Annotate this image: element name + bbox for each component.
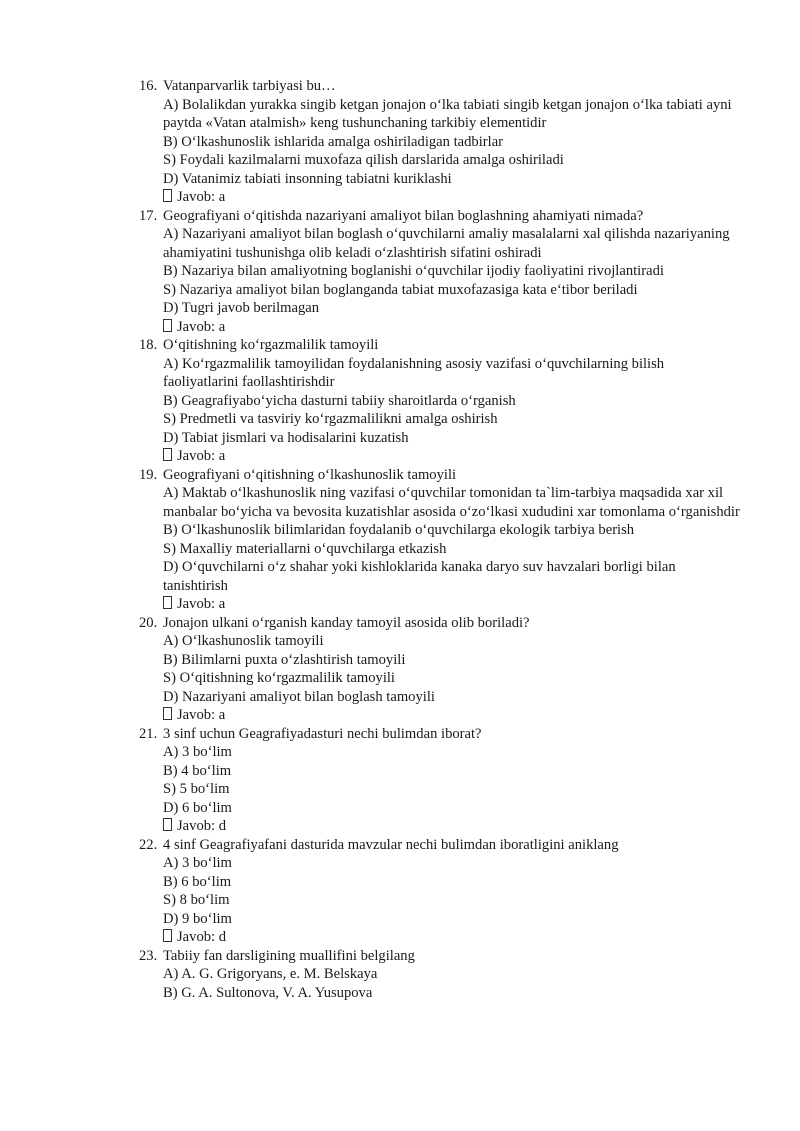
answer-option: D) Tugri javob berilmagan [163, 300, 320, 316]
answer-option: S) 8 bo‘lim [163, 892, 230, 908]
answer-option: D) 9 bo‘lim [163, 910, 232, 927]
answer-options [0, 632, 743, 706]
question-17 [0, 207, 800, 337]
answer-text: Javob: a [177, 318, 226, 335]
answer-option: S) Predmetli va tasviriy ko‘rgazmalilikni amalga oshirish [163, 411, 498, 427]
answer-text: Javob: d [177, 929, 227, 945]
question-header [0, 947, 800, 966]
question-23 [0, 947, 800, 1003]
question-22 [0, 836, 800, 947]
checkbox-glyph-icon [163, 818, 172, 831]
answer-option: D) 6 bo‘lim [163, 799, 232, 816]
answer-text: Javob: a [177, 707, 226, 723]
answer-option: A) A. G. Grigoryans, e. M. Belskaya [163, 966, 378, 982]
checkbox-glyph-icon [163, 189, 172, 202]
answer-option: B) O‘lkashunoslik ishlarida amalga oshiriladigan tadbirlar [163, 133, 504, 150]
answer-option: D) Vatanimiz tabiati insonning tabiatni kuriklashi [163, 170, 452, 187]
question-header [0, 836, 800, 855]
answer-option: B) Nazariya bilan amaliyotning boglanishi o‘quvchilar ijodiy faoliyatini rivojlantiradi [163, 263, 664, 279]
question-number: 17. [139, 207, 158, 224]
question-header [0, 77, 800, 96]
answer-option: B) 4 bo‘lim [163, 762, 232, 779]
answer-options [0, 854, 743, 928]
answer-options [0, 484, 743, 595]
checkbox-glyph-icon [163, 596, 172, 609]
question-text: 4 sinf Geagrafiyafani dasturida mavzular nechi bulimdan iboratligini aniklang [163, 836, 619, 853]
answer-key [0, 188, 800, 207]
answer-option: S) Nazariya amaliyot bilan boglanganda tabiat muxofazasiga kata e‘tibor beriladi [163, 281, 638, 298]
question-header [0, 336, 800, 355]
answer-option: S) O‘qitishning ko‘rgazmalilik tamoyili [163, 670, 395, 686]
question-text: Vatanparvarlik tarbiyasi bu… [163, 78, 336, 94]
question-header [0, 725, 800, 744]
answer-text: Javob: a [177, 189, 226, 205]
answer-text: Javob: a [177, 448, 226, 464]
question-text: Geografiyani o‘qitishda nazariyani amaliyot bilan boglashning ahamiyati nimada? [163, 207, 644, 224]
answer-option: B) Geagrafiyabo‘yicha dasturni tabiiy sharoitlarda o‘rganish [163, 392, 516, 409]
answer-text: Javob: d [177, 818, 227, 834]
answer-option: S) Foydali kazilmalarni muxofaza qilish darslarida amalga oshiriladi [163, 152, 564, 168]
question-number: 20. [139, 614, 158, 631]
question-text: Geografiyani o‘qitishning o‘lkashunoslik tamoyili [163, 466, 457, 483]
answer-option: D) Nazariyani amaliyot bilan boglash tamoyili [163, 688, 435, 705]
answer-option: B) O‘lkashunoslik bilimlaridan foydalanib o‘quvchilarga ekologik tarbiya berish [163, 522, 635, 538]
answer-options [0, 965, 743, 1002]
answer-key [0, 318, 800, 337]
answer-options [0, 225, 743, 318]
answer-option: B) 6 bo‘lim [163, 873, 232, 890]
checkbox-glyph-icon [163, 448, 172, 461]
question-number: 22. [139, 836, 158, 853]
answer-option: B) Bilimlarni puxta o‘zlashtirish tamoyili [163, 651, 406, 668]
question-19 [0, 466, 800, 614]
answer-option: A) 3 bo‘lim [163, 855, 232, 871]
answer-key [0, 447, 800, 466]
question-text: Tabiiy fan darsligining muallifini belgilang [163, 947, 415, 964]
question-number: 21. [139, 725, 158, 742]
answer-option: D) O‘quvchilarni o‘z shahar yoki kishloklarida kanaka daryo suv havzalari borligi bilan tanishtirish [163, 559, 676, 594]
answer-option: B) G. A. Sultonova, V. A. Yusupova [163, 984, 373, 1001]
question-list [0, 77, 800, 1002]
question-18 [0, 336, 800, 466]
answer-key [0, 817, 800, 836]
checkbox-glyph-icon [163, 707, 172, 720]
question-20 [0, 614, 800, 725]
question-text: 3 sinf uchun Geagrafiyadasturi nechi bulimdan iborat? [163, 725, 482, 742]
answer-key [0, 706, 800, 725]
answer-key [0, 928, 800, 947]
answer-options [0, 743, 743, 817]
question-number: 16. [139, 78, 158, 94]
question-21 [0, 725, 800, 836]
answer-option: S) Maxalliy materiallarni o‘quvchilarga etkazish [163, 540, 447, 557]
answer-text: Javob: a [177, 596, 226, 612]
answer-option: A) Maktab o‘lkashunoslik ning vazifasi o‘quvchilar tomonidan ta`lim-tarbiya maqsadida xar xil manbalar bo‘yicha va bevosita kuzatishlar asosida o‘zo‘lkasi xududini xar tomonlama o‘rganishdir [163, 485, 740, 520]
question-header [0, 614, 800, 633]
answer-options [0, 355, 743, 448]
answer-option: A) O‘lkashunoslik tamoyili [163, 633, 324, 649]
question-text: Jonajon ulkani o‘rganish kanday tamoyil asosida olib boriladi? [163, 614, 530, 631]
question-16 [0, 77, 800, 207]
answer-option: A) Nazariyani amaliyot bilan boglash o‘quvchilarni amaliy masalalarni xal qilishda nazariyaning ahamiyatini tushunishga olib keladi o‘zlashtirish sifatini oshiradi [163, 226, 730, 261]
answer-option: A) Bolalikdan yurakka singib ketgan jonajon o‘lka tabiati singib ketgan jonajon o‘lka tabiati ayni paytda «Vatan atalmish» keng tushunchaning tarkibiy elementidir [163, 96, 732, 131]
answer-option: D) Tabiat jismlari va hodisalarini kuzatish [163, 429, 409, 446]
question-header [0, 466, 800, 485]
question-number: 23. [139, 947, 158, 964]
question-number: 18. [139, 337, 158, 353]
answer-options [0, 96, 743, 189]
answer-option: A) Ko‘rgazmalilik tamoyilidan foydalanishning asosiy vazifasi o‘quvchilarning bilish faoliyatlarini faollashtirishdir [163, 355, 665, 390]
answer-option: A) 3 bo‘lim [163, 744, 232, 760]
question-header [0, 207, 800, 226]
checkbox-glyph-icon [163, 319, 172, 332]
question-number: 19. [139, 466, 158, 483]
checkbox-glyph-icon [163, 929, 172, 942]
question-text: O‘qitishning ko‘rgazmalilik tamoyili [163, 337, 379, 353]
answer-option: S) 5 bo‘lim [163, 781, 230, 797]
answer-key [0, 595, 800, 614]
